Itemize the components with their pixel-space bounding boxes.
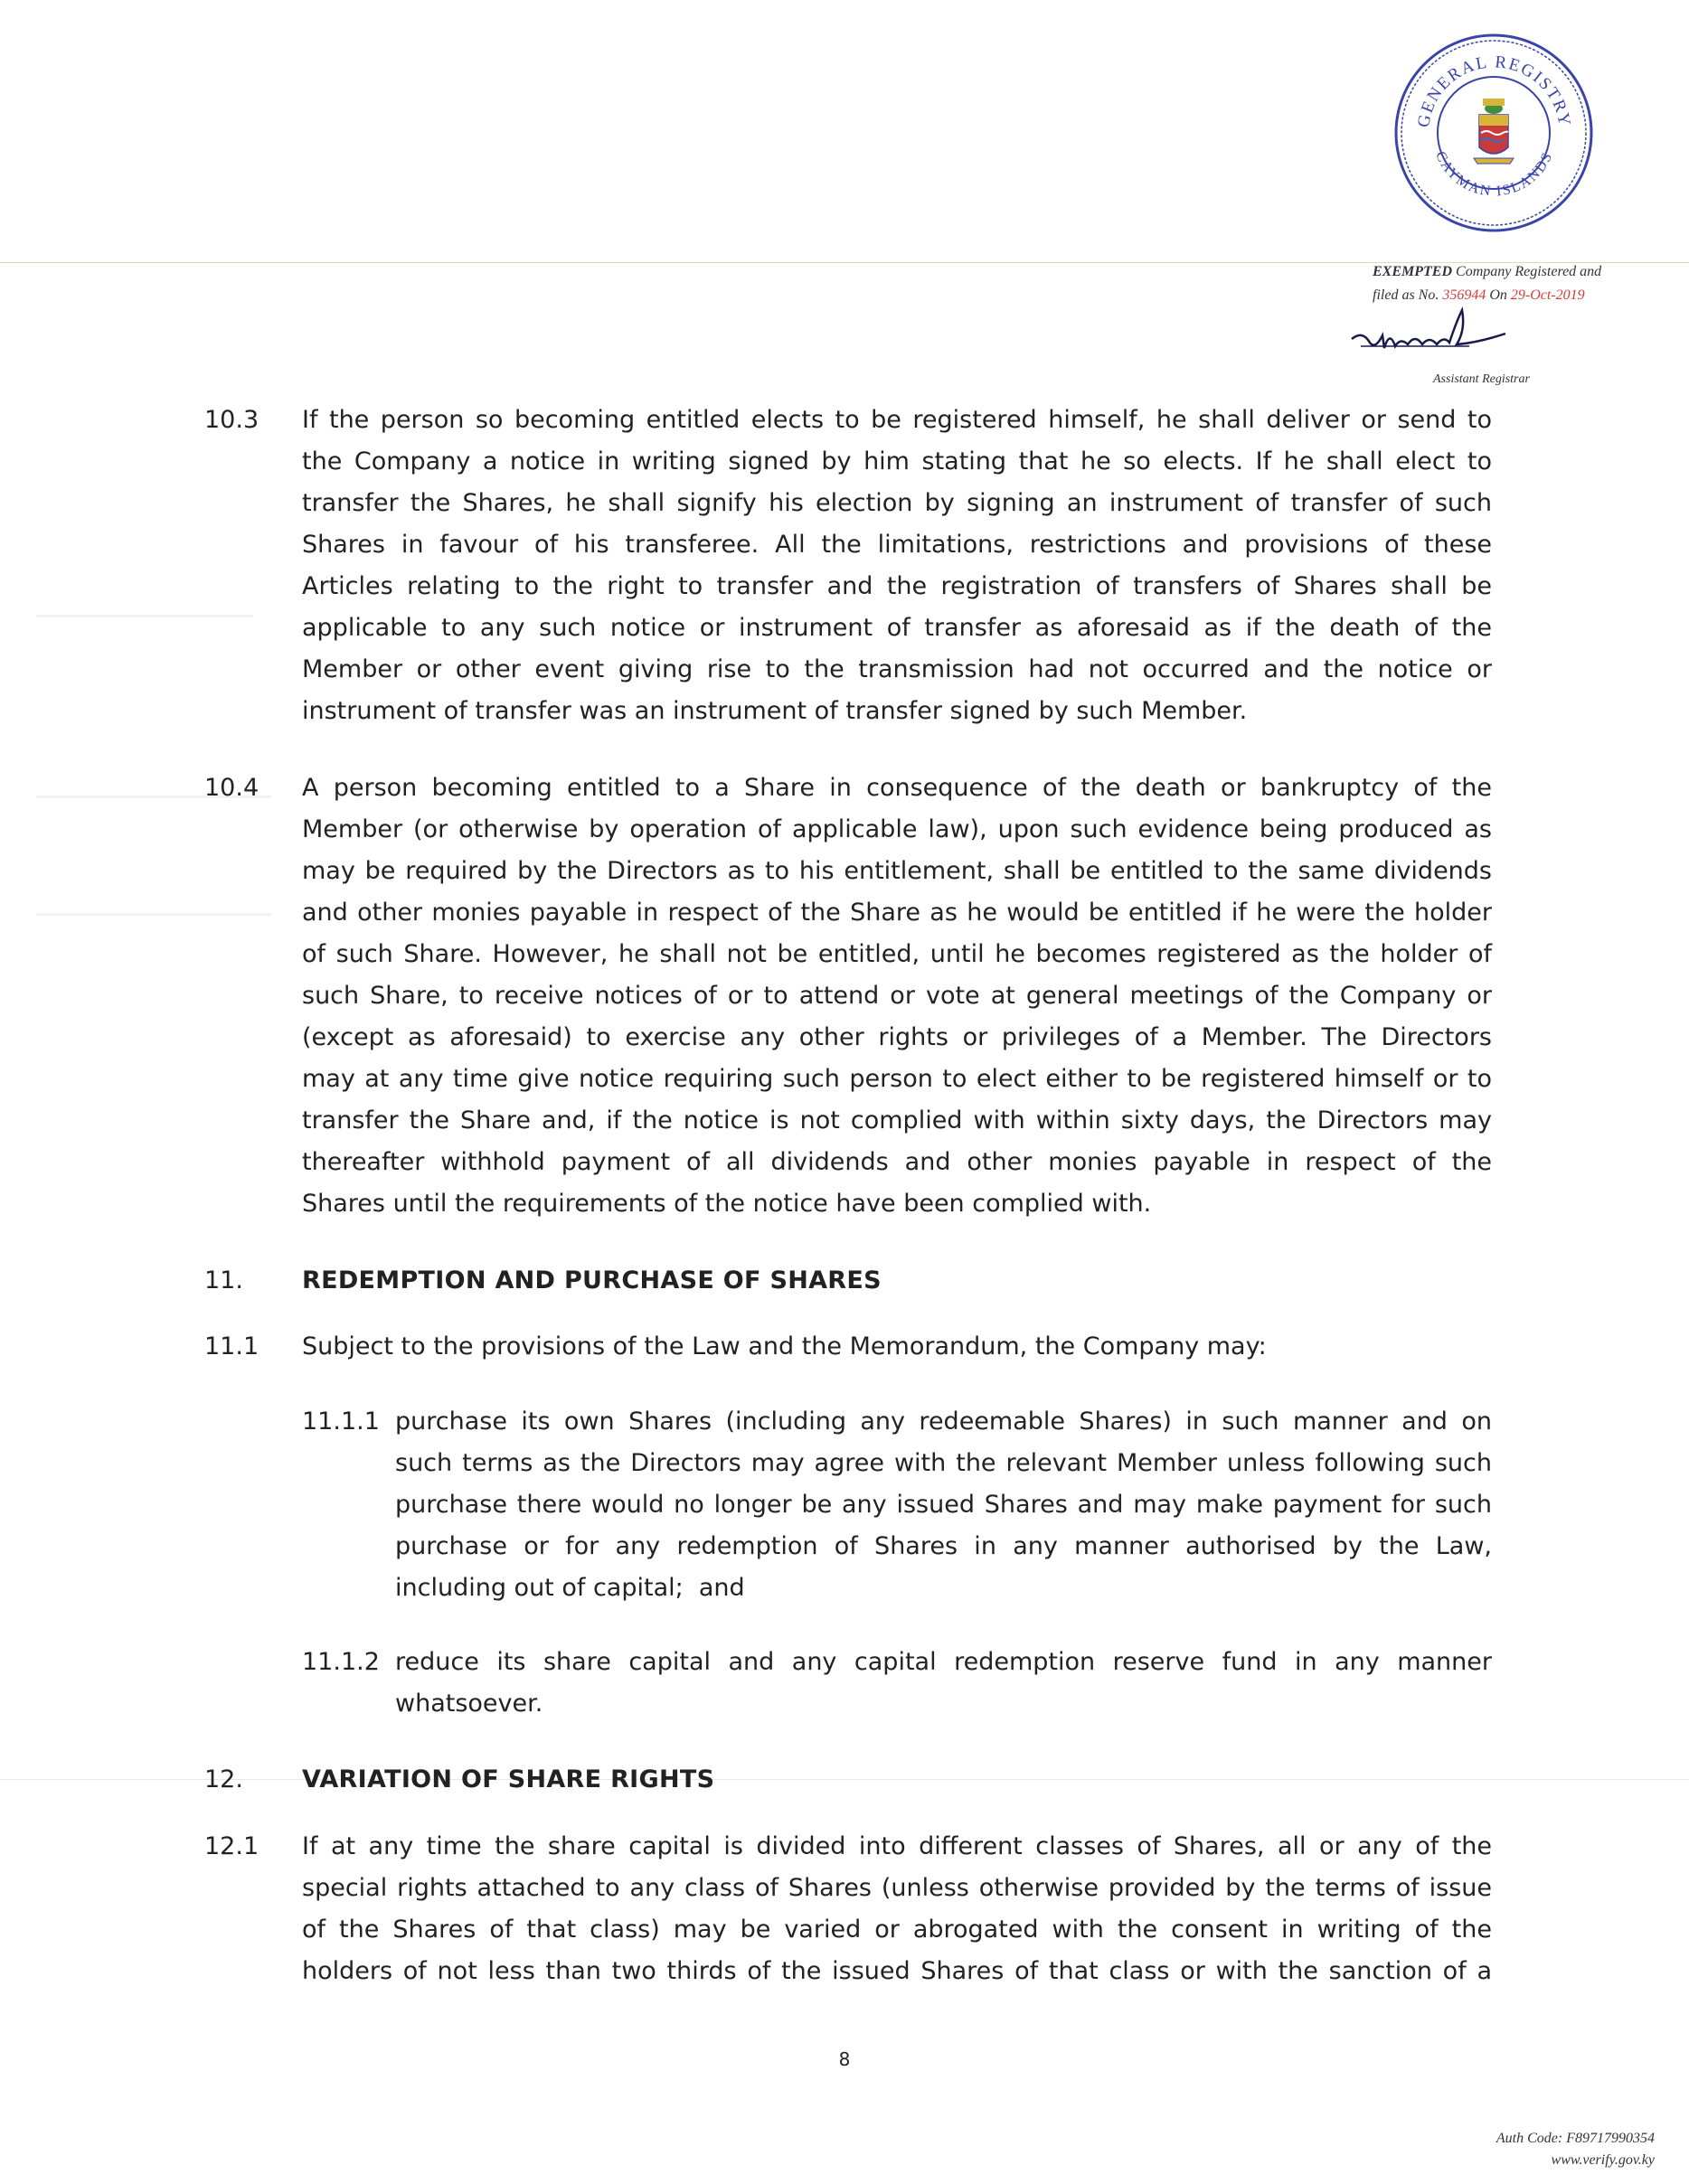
on-label: On	[1486, 287, 1511, 303]
clause-10-3-text	[302, 400, 1492, 732]
seal-bottom-text: CAYMAN ISLANDS	[1432, 148, 1556, 200]
text-line: holders of not less than two thirds of the issued Shares of that class or with the sanction of a	[302, 1957, 1492, 1985]
text-line: of the Shares of that class) may be varied or abrogated with the consent in writing of the	[302, 1916, 1492, 1944]
text-line: of such Share. However, he shall not be entitled, until he becomes registered as the holder of	[302, 940, 1492, 968]
auth-code: Auth Code: F89717990354	[1496, 2131, 1655, 2146]
text-line: thereafter withhold payment of all dividends and other monies payable in respect of the	[302, 1148, 1492, 1176]
clause-number-11-1: 11.1	[204, 1332, 259, 1360]
text-line: purchase its own Shares (including any redeemable Shares) in such manner and on	[395, 1407, 1492, 1436]
text-line: applicable to any such notice or instrument of transfer as aforesaid as if the death of the	[302, 614, 1492, 642]
text-line: may be required by the Directors as to his entitlement, shall be entitled to the same dividends	[302, 857, 1492, 885]
auth-code-block	[1496, 2128, 1655, 2171]
verify-url: www.verify.gov.ky	[1551, 2152, 1655, 2168]
text-line: Shares in favour of his transferee. All the limitations, restrictions and provisions of these	[302, 531, 1492, 559]
filed-as-label: filed as No.	[1373, 287, 1443, 303]
registration-line-2	[1373, 287, 1585, 304]
text-line: instrument of transfer was an instrument of transfer signed by such Member.	[302, 697, 1248, 725]
text-line: special rights attached to any class of Shares (unless otherwise provided by the terms of issue	[302, 1874, 1492, 1902]
text-line: the Company a notice in writing signed by him stating that he so elects. If he shall elect to	[302, 447, 1492, 475]
scan-ghost-mark	[36, 913, 271, 916]
text-line: Member or other event giving rise to the transmission had not occurred and the notice or	[302, 655, 1492, 683]
text-line: If at any time the share capital is divided into different classes of Shares, all or any of the	[302, 1832, 1492, 1860]
text-line: whatsoever.	[395, 1690, 543, 1718]
registration-line-1-rest: Company Registered and	[1452, 264, 1602, 279]
text-line: Articles relating to the right to transfer and the registration of transfers of Shares shall be	[302, 572, 1492, 600]
text-line: such terms as the Directors may agree with the relevant Member unless following such	[395, 1449, 1492, 1477]
svg-text:CAYMAN ISLANDS	[1432, 149, 1556, 200]
general-registry-seal-icon	[1392, 32, 1596, 235]
registry-stamp	[1266, 32, 1646, 386]
scan-line-middle	[0, 1779, 1689, 1780]
clause-number-11-1-2: 11.1.2	[302, 1648, 380, 1676]
text-line: transfer the Shares, he shall signify his election by signing an instrument of transfer of such	[302, 489, 1492, 517]
text-line: purchase there would no longer be any issued Shares and may make payment for such	[395, 1491, 1492, 1519]
clause-number-12-1: 12.1	[204, 1832, 259, 1860]
page-number: 8	[838, 2048, 851, 2070]
clause-12-1-text	[302, 1826, 1492, 1992]
coat-of-arms-icon	[1474, 99, 1514, 164]
text-line: may at any time give notice requiring such person to elect either to be registered himself or to	[302, 1065, 1492, 1093]
text-line: Shares until the requirements of the notice have been complied with.	[302, 1190, 1152, 1218]
clause-11-1-2-text	[395, 1642, 1492, 1725]
section-number-12: 12.	[204, 1765, 243, 1793]
text-line: transfer the Share and, if the notice is not complied with within sixty days, the Directors may	[302, 1106, 1492, 1134]
text-line: reduce its share capital and any capital redemption reserve fund in any manner	[395, 1648, 1492, 1676]
clause-11-1-text: Subject to the provisions of the Law and the Memorandum, the Company may:	[302, 1332, 1267, 1360]
text-line: purchase or for any redemption of Shares in any manner authorised by the Law,	[395, 1532, 1492, 1560]
text-line: including out of capital; and	[395, 1574, 745, 1602]
registrar-signature	[1343, 303, 1514, 366]
text-line: Member (or otherwise by operation of applicable law), upon such evidence being produced as	[302, 815, 1492, 843]
text-line: A person becoming entitled to a Share in consequence of the death or bankruptcy of the	[302, 774, 1492, 802]
registration-line-1	[1373, 264, 1601, 280]
section-number-11: 11.	[204, 1266, 243, 1294]
section-heading-variation: VARIATION OF SHARE RIGHTS	[302, 1765, 715, 1793]
clause-number-11-1-1: 11.1.1	[302, 1407, 380, 1436]
scan-ghost-mark	[36, 615, 253, 617]
section-heading-redemption: REDEMPTION AND PURCHASE OF SHARES	[302, 1266, 882, 1294]
filing-date: 29-Oct-2019	[1510, 287, 1585, 303]
text-line: (except as aforesaid) to exercise any other rights or privileges of a Member. The Directors	[302, 1023, 1492, 1051]
assistant-registrar-label: Assistant Registrar	[1433, 372, 1530, 386]
text-line: and other monies payable in respect of the Share as he would be entitled if he were the holder	[302, 899, 1492, 927]
clause-number-10-4: 10.4	[204, 774, 259, 802]
clause-11-1-1-text	[395, 1401, 1492, 1609]
seal-top-text: GENERAL REGISTRY	[1414, 52, 1574, 129]
text-line: If the person so becoming entitled elects to be registered himself, he shall deliver or send to	[302, 406, 1492, 434]
registration-type: EXEMPTED	[1373, 264, 1453, 279]
clause-10-4-text	[302, 767, 1492, 1225]
filing-number: 356944	[1442, 287, 1486, 303]
text-line: such Share, to receive notices of or to attend or vote at general meetings of the Company or	[302, 982, 1492, 1010]
clause-number-10-3: 10.3	[204, 406, 259, 434]
